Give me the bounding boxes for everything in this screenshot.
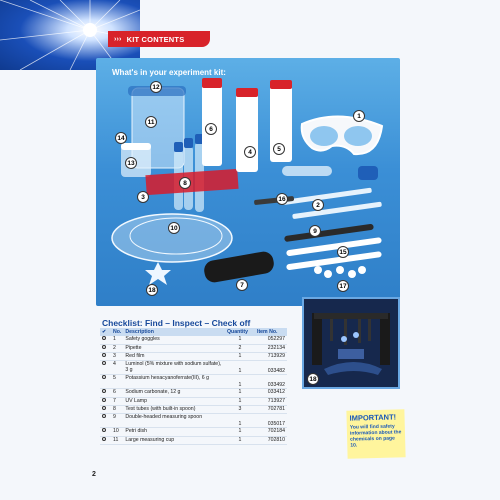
important-heading: IMPORTANT! — [349, 412, 397, 423]
row-description: Petri dish — [123, 428, 225, 436]
row-item-no: 033412 — [255, 389, 287, 397]
callout-1: 1 — [353, 110, 365, 122]
callout-17: 17 — [337, 280, 349, 292]
row-item-no: 035017 — [255, 414, 287, 428]
row-no: 3 — [111, 353, 123, 361]
row-description: Large measuring cup — [123, 436, 225, 444]
banner-arrows-icon: ››› — [114, 35, 122, 43]
callout-14: 14 — [115, 132, 127, 144]
row-no: 1 — [111, 336, 123, 344]
checkbox-circle[interactable] — [102, 375, 106, 379]
row-description: Test tubes (with built-in spoon) — [123, 405, 225, 413]
row-no: 4 — [111, 361, 123, 375]
row-quantity: 1 — [225, 428, 255, 436]
callout-4: 4 — [244, 146, 256, 158]
row-item-no: 052297 — [255, 336, 287, 344]
table-row — [100, 428, 287, 436]
row-item-no: 702781 — [255, 405, 287, 413]
row-item-no: 033492 — [255, 375, 287, 389]
table-row — [100, 436, 287, 444]
row-quantity: 3 — [225, 405, 255, 413]
panel-title: What's in your experiment kit: — [112, 68, 226, 77]
row-description: Safety goggles — [123, 336, 225, 344]
checklist-title: Checklist: Find – Inspect – Check off — [102, 318, 251, 328]
callout-2: 2 — [312, 199, 324, 211]
checkbox-circle[interactable] — [102, 389, 106, 393]
callout-7: 7 — [236, 279, 248, 291]
inset-photo — [302, 297, 400, 389]
row-quantity: 1 — [225, 353, 255, 361]
header-description: Description — [123, 328, 225, 336]
table-row — [100, 353, 287, 361]
table-row — [100, 361, 287, 375]
callout-15: 15 — [337, 246, 349, 258]
callout-5: 5 — [273, 143, 285, 155]
row-no: 6 — [111, 389, 123, 397]
row-no: 10 — [111, 428, 123, 436]
row-no: 11 — [111, 436, 123, 444]
callout-13: 13 — [125, 157, 137, 169]
row-quantity: 1 — [225, 389, 255, 397]
callout-16: 16 — [276, 193, 288, 205]
callout-9: 9 — [309, 225, 321, 237]
callout-18: 18 — [146, 284, 158, 296]
table-row — [100, 405, 287, 413]
table-row — [100, 397, 287, 405]
row-no: 5 — [111, 375, 123, 389]
checkbox-circle[interactable] — [102, 336, 106, 340]
callout-8: 8 — [179, 177, 191, 189]
kit-contents-banner — [108, 31, 210, 47]
page-number: 2 — [92, 471, 96, 478]
header-item-no: Item No. — [255, 328, 287, 336]
row-description: Red film — [123, 353, 225, 361]
row-item-no: 033482 — [255, 361, 287, 375]
important-body: You will find safety information about the chemicals on page 10. — [349, 423, 402, 449]
kit-photo — [96, 58, 400, 306]
callout-11: 11 — [145, 116, 157, 128]
callout-3: 3 — [137, 191, 149, 203]
kit-photo-panel — [96, 58, 400, 306]
row-description: Sodium carbonate, 12 g — [123, 389, 225, 397]
checklist-table — [100, 328, 287, 445]
checkbox-circle[interactable] — [102, 414, 106, 418]
row-quantity: 1 — [225, 414, 255, 428]
checkbox-circle[interactable] — [102, 437, 106, 441]
row-no: 2 — [111, 344, 123, 352]
row-description: Luminol (5% mixture with sodium sulfate), 3 g — [123, 361, 225, 375]
row-no: 7 — [111, 397, 123, 405]
row-item-no: 713927 — [255, 397, 287, 405]
row-quantity: 2 — [225, 344, 255, 352]
row-description: Potassium hexacyanoferrate(III), 6 g — [123, 375, 225, 389]
table-row — [100, 336, 287, 344]
row-quantity: 1 — [225, 375, 255, 389]
checkbox-circle[interactable] — [102, 345, 106, 349]
header-no: No. — [113, 329, 122, 335]
table-row — [100, 414, 287, 428]
row-item-no: 702184 — [255, 428, 287, 436]
table-row — [100, 389, 287, 397]
checkbox-circle[interactable] — [102, 353, 106, 357]
checkbox-circle[interactable] — [102, 398, 106, 402]
row-item-no: 713929 — [255, 353, 287, 361]
row-description: Pipette — [123, 344, 225, 352]
row-quantity: 1 — [225, 336, 255, 344]
important-note — [346, 409, 405, 459]
checkbox-circle[interactable] — [102, 361, 106, 365]
checkbox-circle[interactable] — [102, 406, 106, 410]
header-quantity: Quantity — [225, 328, 255, 336]
row-description: UV Lamp — [123, 397, 225, 405]
table-row — [100, 375, 287, 389]
callout-6: 6 — [205, 123, 217, 135]
callout-12: 12 — [150, 81, 162, 93]
inset-callout-18: 18 — [307, 373, 319, 385]
callout-10: 10 — [168, 222, 180, 234]
row-item-no: 232134 — [255, 344, 287, 352]
checkbox-circle[interactable] — [102, 428, 106, 432]
header-check: ✔ — [100, 328, 111, 336]
row-no: 9 — [111, 414, 123, 428]
banner-label: KIT CONTENTS — [126, 34, 185, 44]
row-quantity: 1 — [225, 436, 255, 444]
row-item-no: 702810 — [255, 436, 287, 444]
table-row — [100, 344, 287, 352]
row-no: 8 — [111, 405, 123, 413]
row-quantity: 1 — [225, 361, 255, 375]
row-description: Double-headed measuring spoon — [123, 414, 225, 428]
row-quantity: 1 — [225, 397, 255, 405]
